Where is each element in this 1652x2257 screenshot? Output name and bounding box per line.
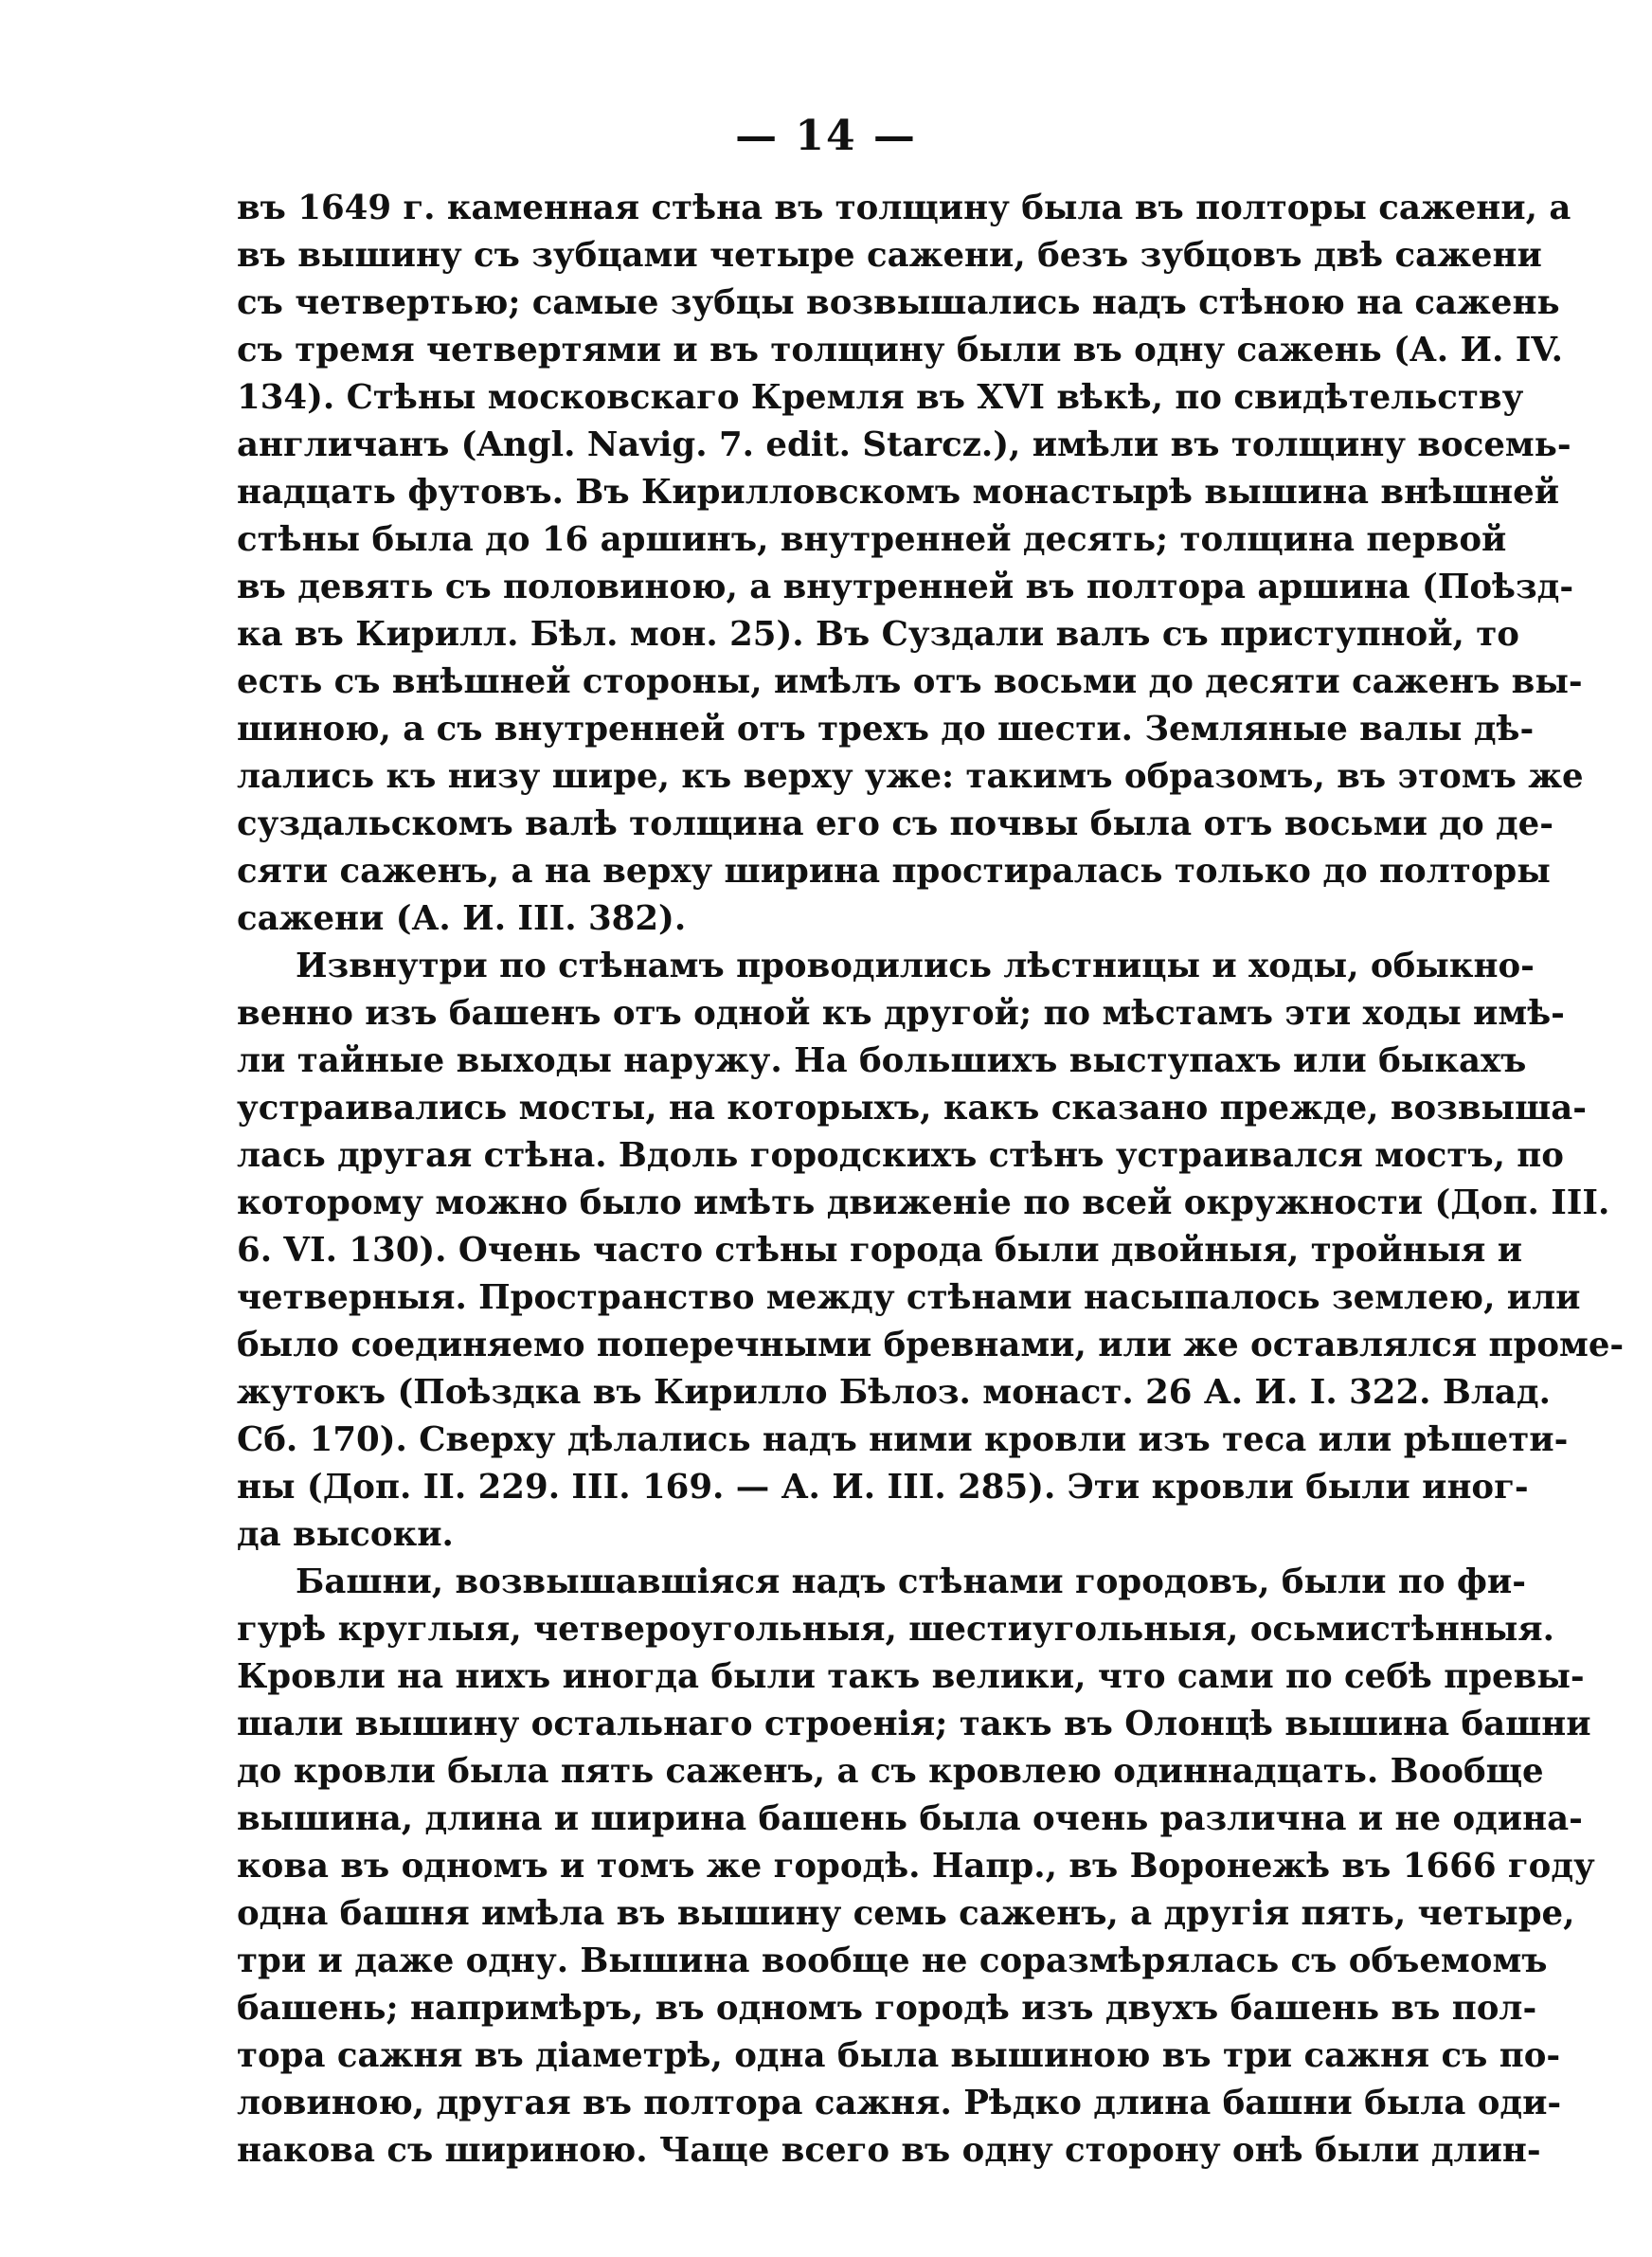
text-line: Башни, возвышавшіяся надъ стѣнами городовъ, были по фи- (296, 1562, 1526, 1601)
text-line: башень; напримѣръ, въ одномъ городѣ изъ двухъ башень въ пол- (237, 1989, 1537, 2028)
text-line: накова съ шириною. Чаще всего въ одну сторону онѣ были длин- (237, 2131, 1541, 2170)
text-line: четверныя. Пространство между стѣнами насыпалось землею, или (237, 1278, 1581, 1317)
text-line: въ вышину съ зубцами четыре сажени, безъ зубцовъ двѣ сажени (237, 236, 1542, 275)
text-line: ка въ Кирилл. Бѣл. мон. 25). Въ Суздали валъ съ приступной, то (237, 615, 1519, 654)
text-line: ны (Доп. II. 229. III. 169. — А. И. III. 285). Эти кровли были иног- (237, 1468, 1529, 1507)
text-line: 6. VI. 130). Очень часто стѣны города были двойныя, тройныя и (237, 1231, 1523, 1270)
text-line: устраивались мосты, на которыхъ, какъ сказано прежде, возвыша- (237, 1089, 1588, 1128)
text-line: суздальскомъ валѣ толщина его съ почвы была отъ восьми до де- (237, 804, 1553, 843)
text-line: стѣны была до 16 аршинъ, внутренней десять; толщина первой (237, 520, 1507, 559)
text-line: англичанъ (Angl. Navig. 7. edit. Starcz.), имѣли въ толщину восемь- (237, 425, 1571, 464)
text-line: Кровли на нихъ иногда были такъ велики, что сами по себѣ превы- (237, 1657, 1585, 1696)
page-number: — 14 — (735, 112, 917, 160)
text-line: съ четвертью; самые зубцы возвышались надъ стѣною на сажень (237, 283, 1560, 322)
text-line: съ тремя четвертями и въ толщину были въ одну сажень (А. И. IV. (237, 331, 1564, 370)
text-line: было соединяемо поперечными бревнами, или же оставлялся проме- (237, 1326, 1625, 1364)
text-line: ли тайные выходы наружу. На большихъ выступахъ или быкахъ (237, 1041, 1527, 1080)
text-line: шиною, а съ внутренней отъ трехъ до шести. Земляные валы дѣ- (237, 710, 1535, 749)
paragraph-3 (237, 1559, 1595, 2175)
text-line: которому можно было имѣть движеніе по всей окружности (Доп. III. (237, 1183, 1610, 1222)
text-line: есть съ внѣшней стороны, имѣлъ отъ восьми до десяти саженъ вы- (237, 662, 1583, 701)
text-line: въ девять съ половиною, а внутренней въ полтора аршина (Поѣзд- (237, 568, 1574, 606)
text-line: одна башня имѣла въ вышину семь саженъ, а другія пять, четыре, (237, 1894, 1575, 1933)
text-line: да высоки. (237, 1515, 454, 1554)
text-line: 134). Стѣны московскаго Кремля въ XVI вѣкѣ, по свидѣтельству (237, 378, 1524, 417)
text-line: сяти саженъ, а на верху ширина простиралась только до полторы (237, 852, 1551, 891)
paragraph-1 (237, 185, 1584, 943)
text-line: Извнутри по стѣнамъ проводились лѣстницы и ходы, обыкно- (296, 947, 1535, 985)
text-line: ловиною, другая въ полтора сажня. Рѣдко длина башни была оди- (237, 2084, 1562, 2122)
text-line: надцать футовъ. Въ Кирилловскомъ монастырѣ вышина внѣшней (237, 473, 1560, 512)
text-line: тора сажня въ діаметрѣ, одна была вышиною въ три сажня съ по- (237, 2036, 1561, 2075)
text-line: венно изъ башенъ отъ одной къ другой; по мѣстамъ эти ходы имѣ- (237, 994, 1565, 1033)
text-line: Сб. 170). Сверху дѣлались надъ ними кровли изъ теса или рѣшети- (237, 1420, 1569, 1459)
text-line: кова въ одномъ и томъ же городѣ. Напр., въ Воронежѣ въ 1666 году (237, 1847, 1595, 1886)
text-line: вышина, длина и ширина башень была очень различна и не одина- (237, 1799, 1583, 1838)
text-line: жутокъ (Поѣздка въ Кирилло Бѣлоз. монаст. 26 А. И. I. 322. Влад. (237, 1373, 1551, 1412)
text-line: шали вышину остальнаго строенія; такъ въ Олонцѣ вышина башни (237, 1705, 1591, 1743)
text-line: лались къ низу шире, къ верху уже: такимъ образомъ, въ этомъ же (237, 757, 1584, 796)
text-line: гурѣ круглыя, четвероугольныя, шестиугольныя, осьмистѣнныя. (237, 1610, 1554, 1649)
text-line: три и даже одну. Вышина вообще не соразмѣрялась съ объемомъ (237, 1941, 1548, 1980)
text-line: сажени (А. И. III. 382). (237, 899, 687, 938)
paragraph-2 (237, 943, 1625, 1559)
text-line: въ 1649 г. каменная стѣна въ толщину была въ полторы сажени, а (237, 189, 1571, 227)
text-line: лась другая стѣна. Вдоль городскихъ стѣнъ устраивался мостъ, по (237, 1136, 1564, 1175)
text-line: до кровли была пять саженъ, а съ кровлею одиннадцать. Вообще (237, 1752, 1544, 1791)
body-text (237, 185, 1625, 2175)
